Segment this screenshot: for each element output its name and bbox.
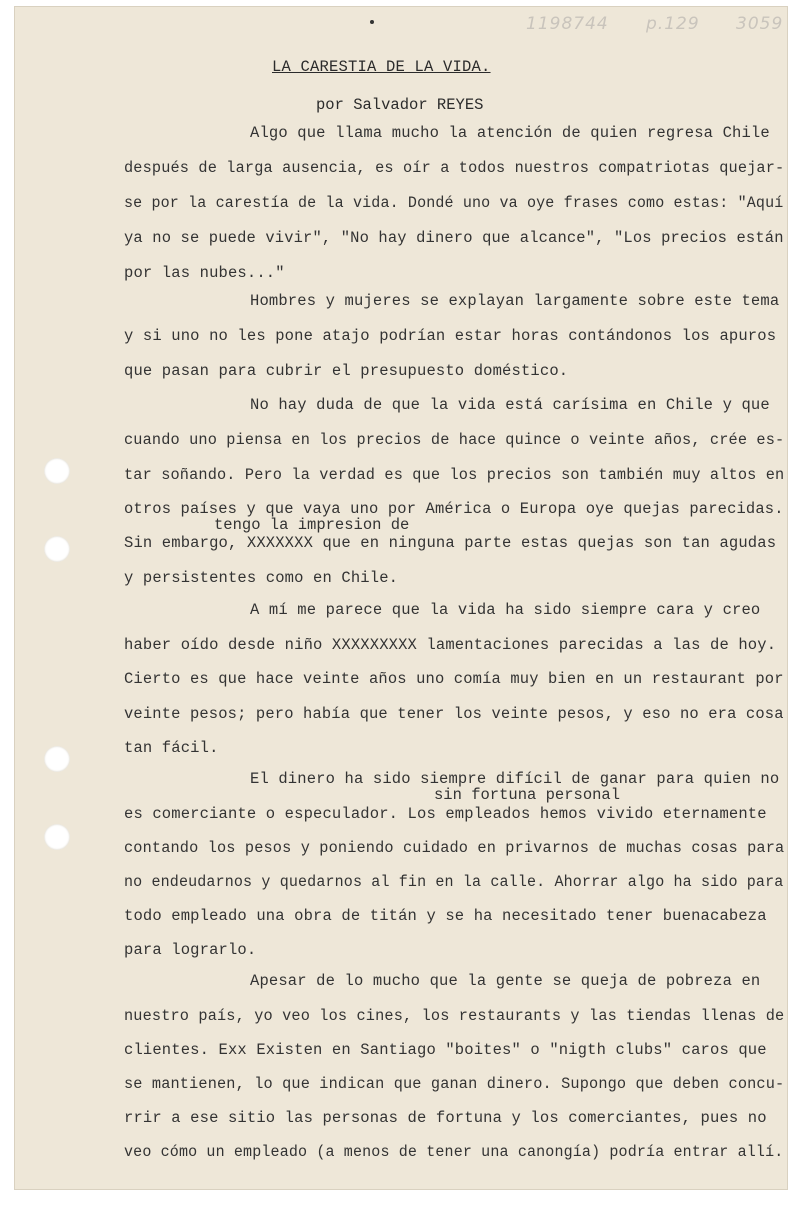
text-line: ya no se puede vivir", "No hay dinero que alcance", "Los precios están <box>124 229 784 247</box>
text-line: haber oído desde niño XXXXXXXXX lamentaciones parecidas a las de hoy. <box>124 636 777 654</box>
archive-number: 1198744 <box>526 14 609 34</box>
text-line: se mantienen, lo que indican que ganan dinero. Supongo que deben concu- <box>124 1075 785 1093</box>
text-line: No hay duda de que la vida está carísima en Chile y que <box>250 396 770 414</box>
text-line: Apesar de lo mucho que la gente se queja de pobreza en <box>250 972 761 990</box>
ink-dot <box>370 20 374 24</box>
text-line: cuando uno piensa en los precios de hace quince o veinte años, crée es- <box>124 431 785 449</box>
text-line: veinte pesos; pero había que tener los veinte pesos, y eso no era cosa <box>124 705 784 723</box>
text-line: se por la carestía de la vida. Dondé uno va oye frases como estas: "Aquí <box>124 194 784 212</box>
text-line: todo empleado una obra de titán y se ha necesitado tener buenacabeza <box>124 907 767 925</box>
punch-hole <box>44 746 70 772</box>
text-line: Sin embargo, XXXXXXX que en ninguna parte estas quejas son tan agudas <box>124 534 777 552</box>
text-line: clientes. Exx Existen en Santiago "boites" o "nigth clubs" caros que <box>124 1041 767 1059</box>
text-line: es comerciante o especulador. Los empleados hemos vivido eternamente <box>124 805 767 823</box>
text-line: tan fácil. <box>124 739 219 757</box>
text-line: El dinero ha sido siempre difícil de ganar para quien no <box>250 770 780 788</box>
text-line: Cierto es que hace veinte años uno comía muy bien en un restaurant por <box>124 670 784 688</box>
text-line: tar soñando. Pero la verdad es que los precios son también muy altos en <box>124 466 785 484</box>
text-line: Algo que llama mucho la atención de quien regresa Chile <box>250 124 770 142</box>
text-line: y persistentes como en Chile. <box>124 569 399 587</box>
punch-hole <box>44 458 70 484</box>
punch-hole <box>44 536 70 562</box>
text-line: que pasan para cubrir el presupuesto doméstico. <box>124 362 569 380</box>
punch-hole <box>44 824 70 850</box>
text-line: A mí me parece que la vida ha sido siempre cara y creo <box>250 601 761 619</box>
text-line: rrir a ese sitio las personas de fortuna y los comerciantes, pues no <box>124 1109 767 1127</box>
handwritten-insertion: sin fortuna personal <box>434 786 621 804</box>
sheet-number: 3059 <box>736 14 784 34</box>
page-reference: p.129 <box>646 14 700 34</box>
text-line: Hombres y mujeres se explayan largamente sobre este tema <box>250 292 780 310</box>
text-line: otros países y que vaya uno por América o Europa oye quejas parecidas. <box>124 500 784 518</box>
text-line: después de larga ausencia, es oír a todos nuestros compatriotas quejar- <box>124 159 785 177</box>
text-line: para lograrlo. <box>124 941 257 959</box>
text-line: nuestro país, yo veo los cines, los restaurants y las tiendas llenas de <box>124 1007 785 1025</box>
text-line: y si uno no les pone atajo podrían estar horas contándonos los apuros <box>124 327 777 345</box>
author-line: por Salvador REYES <box>316 96 484 114</box>
document-title: LA CARESTIA DE LA VIDA. <box>272 58 491 76</box>
typed-page <box>14 6 788 1190</box>
text-line: veo cómo un empleado (a menos de tener una canongía) podría entrar allí. <box>124 1143 784 1161</box>
handwritten-insertion: tengo la impresion de <box>214 516 410 534</box>
text-line: por las nubes..." <box>124 264 285 282</box>
text-line: no endeudarnos y quedarnos al fin en la calle. Ahorrar algo ha sido para <box>124 873 784 891</box>
text-line: contando los pesos y poniendo cuidado en privarnos de muchas cosas para <box>124 839 785 857</box>
